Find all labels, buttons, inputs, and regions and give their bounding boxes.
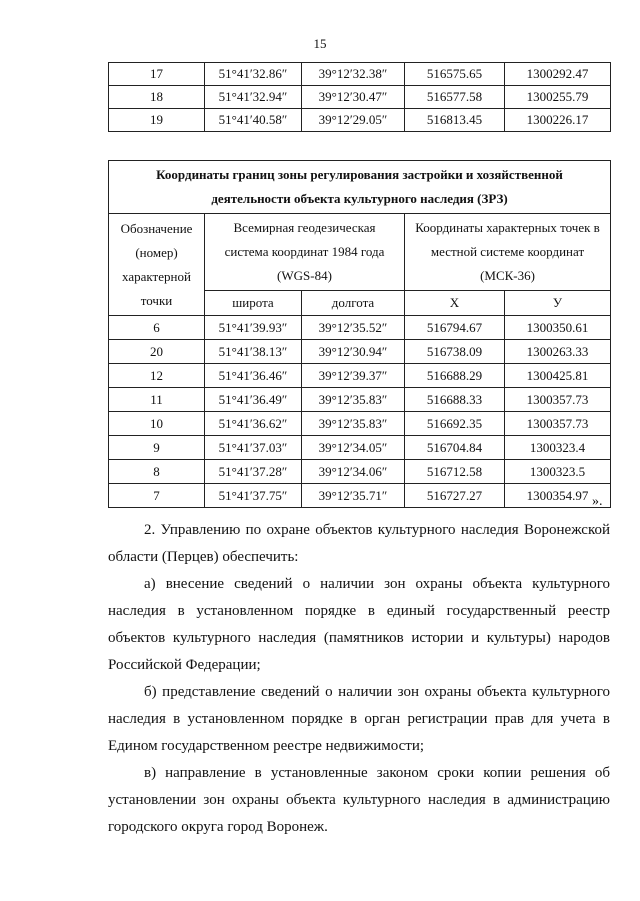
x-cell: 516712.58 [405,460,505,484]
longitude-cell: 39°12′29.05″ [302,109,405,132]
table-row [109,412,611,436]
point-number: 17 [109,63,205,86]
y-cell: 1300263.33 [505,340,611,364]
latitude-cell: 51°41′37.03″ [205,436,302,460]
header-wgs: Всемирная геодезическая система координат 1984 года (WGS-84) [205,214,405,291]
longitude-cell: 39°12′32.38″ [302,63,405,86]
x-cell: 516575.65 [405,63,505,86]
paragraph-2: 2. Управлению по охране объектов культурного наследия Воронежской области (Перцев) обеспечить: [108,522,610,565]
table-row [109,316,611,340]
longitude-cell: 39°12′35.83″ [302,388,405,412]
latitude-cell: 51°41′40.58″ [205,109,302,132]
paragraph-c: в) направление в установленные законом сроки копии решения об установлении зон охраны объекта культурного наследия в администрацию городского округа город Воронеж. [108,765,610,835]
y-cell: 1300354.97 [505,484,611,508]
header-x: X [405,291,505,316]
header-y: У [505,291,611,316]
header-latitude: широта [205,291,302,316]
longitude-cell: 39°12′30.94″ [302,340,405,364]
x-cell: 516692.35 [405,412,505,436]
x-cell: 516813.45 [405,109,505,132]
latitude-cell: 51°41′36.46″ [205,364,302,388]
y-cell: 1300323.5 [505,460,611,484]
header-longitude: долгота [302,291,405,316]
table-row [109,109,611,132]
x-cell: 516577.58 [405,86,505,109]
table-row [109,388,611,412]
longitude-cell: 39°12′39.37″ [302,364,405,388]
table-row [109,460,611,484]
latitude-cell: 51°41′37.28″ [205,460,302,484]
x-cell: 516794.67 [405,316,505,340]
point-number: 20 [109,340,205,364]
x-cell: 516738.09 [405,340,505,364]
x-cell: 516688.29 [405,364,505,388]
y-cell: 1300292.47 [505,63,611,86]
point-number: 8 [109,460,205,484]
longitude-cell: 39°12′35.71″ [302,484,405,508]
latitude-cell: 51°41′37.75″ [205,484,302,508]
table-row [109,484,611,508]
y-cell: 1300350.61 [505,316,611,340]
closing-quote-mark: ». [592,494,603,509]
x-cell: 516727.27 [405,484,505,508]
point-number: 6 [109,316,205,340]
latitude-cell: 51°41′36.49″ [205,388,302,412]
table-caption: Координаты границ зоны регулирования застройки и хозяйственной деятельности объекта культурного наследия (ЗРЗ) [109,161,611,214]
header-local: Координаты характерных точек в местной системе координат (МСК-36) [405,214,611,291]
page-number: 15 [313,36,327,51]
point-number: 12 [109,364,205,388]
coordinates-table-continued [108,62,611,132]
point-number: 7 [109,484,205,508]
latitude-cell: 51°41′36.62″ [205,412,302,436]
y-cell: 1300226.17 [505,109,611,132]
y-cell: 1300425.81 [505,364,611,388]
zrz-coordinates-table [108,160,611,508]
table-row [109,340,611,364]
header-point: Обозначение (номер) характерной точки [109,214,205,316]
y-cell: 1300357.73 [505,388,611,412]
point-number: 9 [109,436,205,460]
latitude-cell: 51°41′39.93″ [205,316,302,340]
longitude-cell: 39°12′34.06″ [302,460,405,484]
x-cell: 516704.84 [405,436,505,460]
table-row [109,436,611,460]
longitude-cell: 39°12′35.52″ [302,316,405,340]
point-number: 11 [109,388,205,412]
longitude-cell: 39°12′35.83″ [302,412,405,436]
longitude-cell: 39°12′34.05″ [302,436,405,460]
table-row [109,364,611,388]
latitude-cell: 51°41′38.13″ [205,340,302,364]
latitude-cell: 51°41′32.94″ [205,86,302,109]
table-row [109,86,611,109]
y-cell: 1300255.79 [505,86,611,109]
y-cell: 1300323.4 [505,436,611,460]
point-number: 19 [109,109,205,132]
point-number: 10 [109,412,205,436]
longitude-cell: 39°12′30.47″ [302,86,405,109]
paragraph-a: а) внесение сведений о наличии зон охраны объекта культурного наследия в установленном порядке в единый государственный реестр объектов культурного наследия (памятников истории и культуры) народов Российской Федерации; [108,576,610,673]
y-cell: 1300357.73 [505,412,611,436]
paragraph-b: б) представление сведений о наличии зон охраны объекта культурного наследия в установленном порядке в орган регистрации прав для учета в Едином государственном реестре недвижимости; [108,684,610,754]
table-row [109,63,611,86]
point-number: 18 [109,86,205,109]
x-cell: 516688.33 [405,388,505,412]
latitude-cell: 51°41′32.86″ [205,63,302,86]
